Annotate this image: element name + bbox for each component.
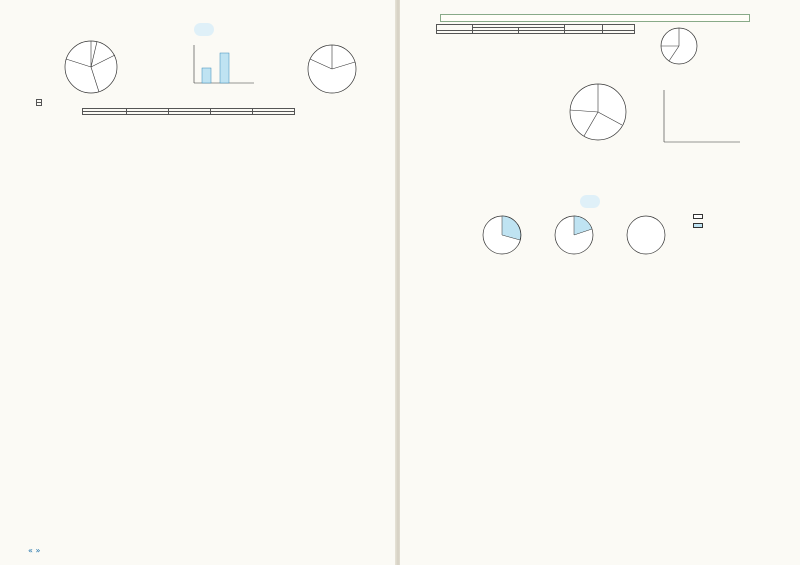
figures-row bbox=[22, 39, 386, 97]
right-page bbox=[400, 0, 800, 565]
table-row bbox=[37, 103, 42, 106]
section-banner-2 bbox=[410, 196, 770, 207]
bar-B bbox=[220, 53, 229, 83]
pie-a bbox=[477, 213, 527, 261]
blank-bar-chart bbox=[42, 117, 372, 217]
score-table bbox=[36, 99, 42, 106]
grade-pie-chart bbox=[292, 41, 372, 97]
frequency-table bbox=[82, 108, 295, 115]
pie-mixed[interactable] bbox=[621, 213, 671, 261]
residents-row bbox=[410, 24, 770, 68]
blank-cell[interactable] bbox=[565, 31, 603, 34]
mixture-charts bbox=[410, 213, 770, 261]
grade-bar-chart bbox=[174, 37, 264, 97]
blank-cell[interactable] bbox=[253, 112, 295, 115]
legend bbox=[693, 213, 703, 231]
left-page bbox=[0, 0, 396, 565]
ingredient-pie-chart bbox=[36, 39, 146, 97]
seed-pie-chart bbox=[560, 70, 640, 156]
blank-cell[interactable] bbox=[127, 112, 169, 115]
blank-cell[interactable] bbox=[211, 112, 253, 115]
blank-cell[interactable] bbox=[519, 31, 565, 34]
residents-pie-chart bbox=[649, 24, 709, 68]
section-banner bbox=[22, 24, 386, 35]
blank-cell[interactable] bbox=[169, 112, 211, 115]
table-row bbox=[83, 112, 295, 115]
bar-A bbox=[202, 68, 211, 83]
residents-table bbox=[436, 24, 635, 34]
seed-row bbox=[410, 70, 770, 156]
table-row bbox=[437, 31, 635, 34]
seed-bar-chart bbox=[640, 70, 750, 156]
page-header bbox=[22, 6, 386, 18]
notice-board bbox=[440, 14, 750, 22]
pie-b bbox=[549, 213, 599, 261]
blank-cell[interactable] bbox=[603, 31, 635, 34]
page-number: « » bbox=[28, 546, 41, 555]
